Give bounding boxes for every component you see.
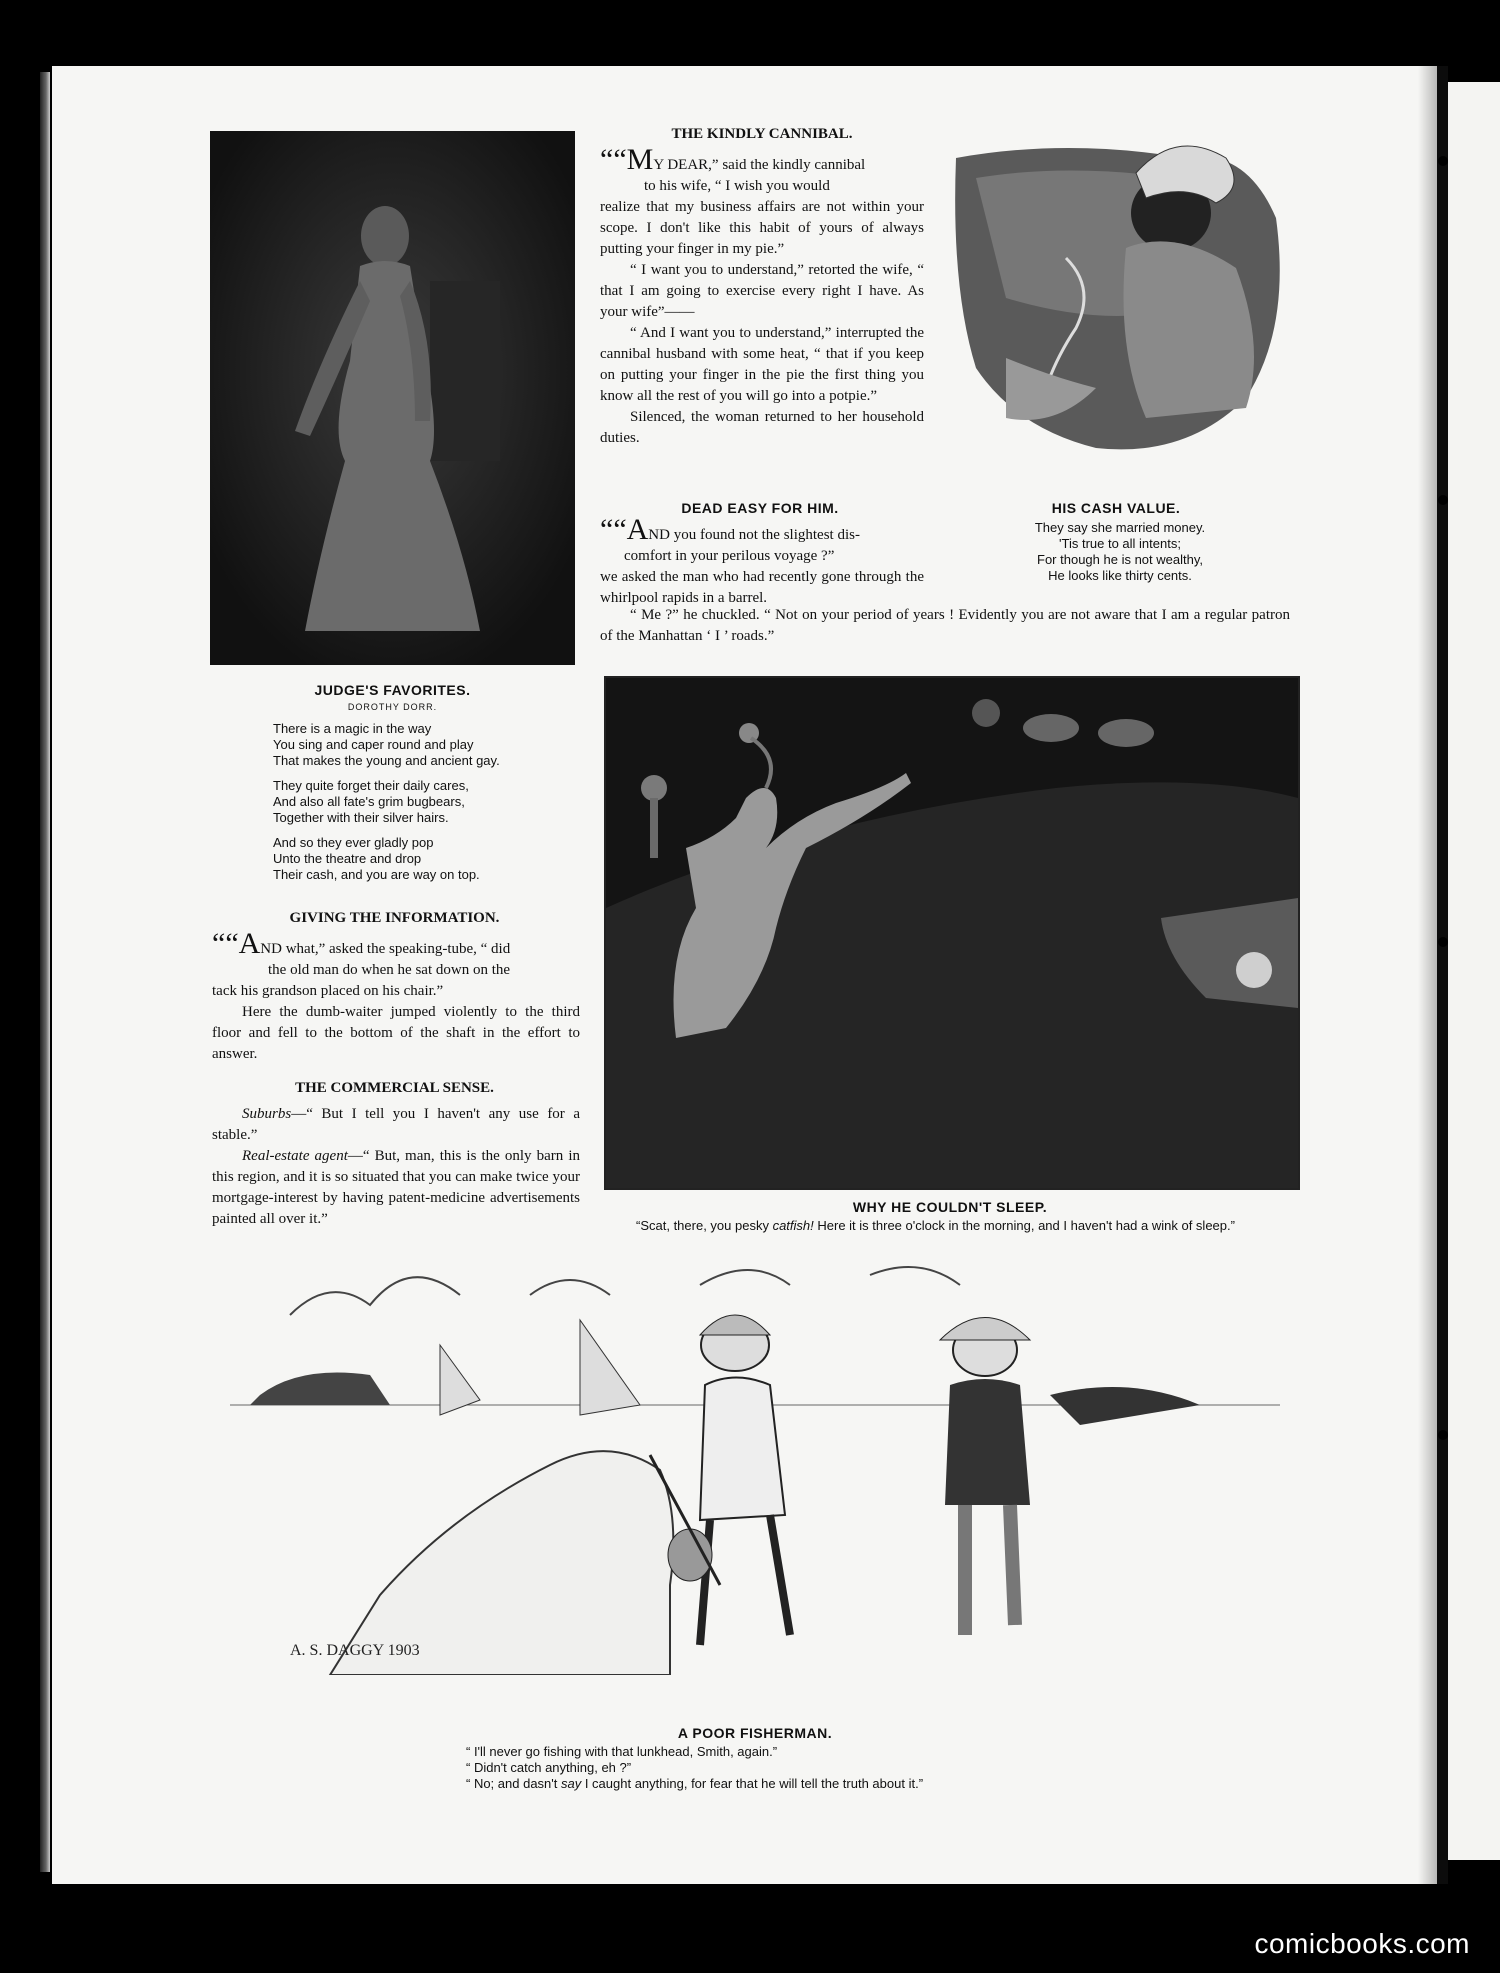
site-watermark: comicbooks.com xyxy=(1254,1928,1470,1959)
gutter-shadow xyxy=(1418,66,1437,1884)
dead-easy-title: DEAD EASY FOR HIM. xyxy=(681,500,839,516)
commercial-sense-text: Suburbs—“ But I tell you I haven't any use for a stable.” Real-estate agent—“ But, man, this is the only barn in this region, and it is so situated that you can make twice your mortgage-interest by having patent-medicine advertisements painted all over it.” xyxy=(212,1106,580,1227)
page-gutter xyxy=(1437,66,1448,1884)
giving-information-title: GIVING THE INFORMATION. xyxy=(289,910,500,926)
poor-fisherman-title: A POOR FISHERMAN. xyxy=(677,1725,833,1741)
binding-hole xyxy=(1438,495,1448,505)
kindly-cannibal-text: ““MY DEAR,” said the kindly cannibal to his wife, “ I wish you would realize that my business affairs are not within your scope. I don't like this habit of yours of always putting your finger in my pie.” “ I want you to understand,” retorted the wife, “ that I am going to exercise every right I have. As your wife”—— “ And I want you to understand,” interrupted the cannibal husband with some heat, “ that if you keep on putting your finger in the pie the first thing you know all the rest of you will go into a potpie.” Silenced, the woman returned to her household duties. xyxy=(600,143,924,446)
poor-fisherman-caption: “ I'll never go fishing with that lunkhead, Smith, again.” “ Didn't catch anything, eh ?” “ No; and dasn't say I caught anything, for fear that he will tell the truth about it.” xyxy=(466,1744,924,1791)
why-he-couldnt-sleep-title: WHY HE COULDN'T SLEEP. xyxy=(852,1199,1048,1215)
cannibal-wife-illustration xyxy=(946,128,1298,468)
dead-easy-text: ““AND you found not the slightest dis- comfort in your perilous voyage ?” we asked the man who had recently gone through the whirlpool rapids in a barrel. xyxy=(600,513,924,606)
cash-value-poem: They say she married money. 'Tis true to all intents; For though he is not wealthy, He looks like thirty cents. xyxy=(1034,520,1206,583)
page-edge-left xyxy=(40,72,50,1872)
why-he-couldnt-sleep-caption: “Scat, there, you pesky catfish! Here it is three o'clock in the morning, and I haven't had a wink of sleep.” xyxy=(636,1218,1235,1233)
drop-cap: ““A xyxy=(212,927,261,960)
judges-favorites-title: JUDGE'S FAVORITES. xyxy=(314,682,471,698)
why-he-couldnt-sleep-illustration xyxy=(604,676,1300,1190)
portrait-photo-dorothy-dorr xyxy=(210,131,575,665)
binding-hole xyxy=(1438,937,1448,947)
cash-value-title: HIS CASH VALUE. xyxy=(1051,500,1181,516)
giving-information-text: ““AND what,” asked the speaking-tube, “ did the old man do when he sat down on the tack his grandson placed on his chair.” Here the dumb-waiter jumped violently to the third floor and fell to the bottom of the shaft in the effort to answer. xyxy=(212,927,580,1062)
next-page-edge xyxy=(1448,82,1500,1860)
commercial-sense-title: THE COMMERCIAL SENSE. xyxy=(295,1080,494,1096)
drop-cap: ““M xyxy=(600,143,654,176)
kindly-cannibal-title: THE KINDLY CANNIBAL. xyxy=(671,126,853,142)
binding-hole xyxy=(1438,156,1448,166)
artist-signature: A. S. DAGGY 1903 xyxy=(290,1642,420,1659)
judges-favorites-poem: There is a magic in the way You sing and caper round and play That makes the young and ancient gay. They quite forget their daily cares, And also all fate's grim bugbears, Together with their silver hairs. And so they ever gladly pop Unto the theatre and drop Their cash, and you are way on top. xyxy=(273,721,500,882)
dead-easy-reply: “ Me ?” he chuckled. “ Not on your period of years ! Evidently you are not aware that I am a regular patron of the Manhattan ‘ I ’ roads.” xyxy=(600,607,1290,644)
judges-favorites-subtitle: DOROTHY DORR. xyxy=(347,702,438,712)
drop-cap: ““A xyxy=(600,513,649,546)
poor-fisherman-illustration xyxy=(230,1255,1280,1675)
binding-hole xyxy=(1438,1430,1448,1440)
